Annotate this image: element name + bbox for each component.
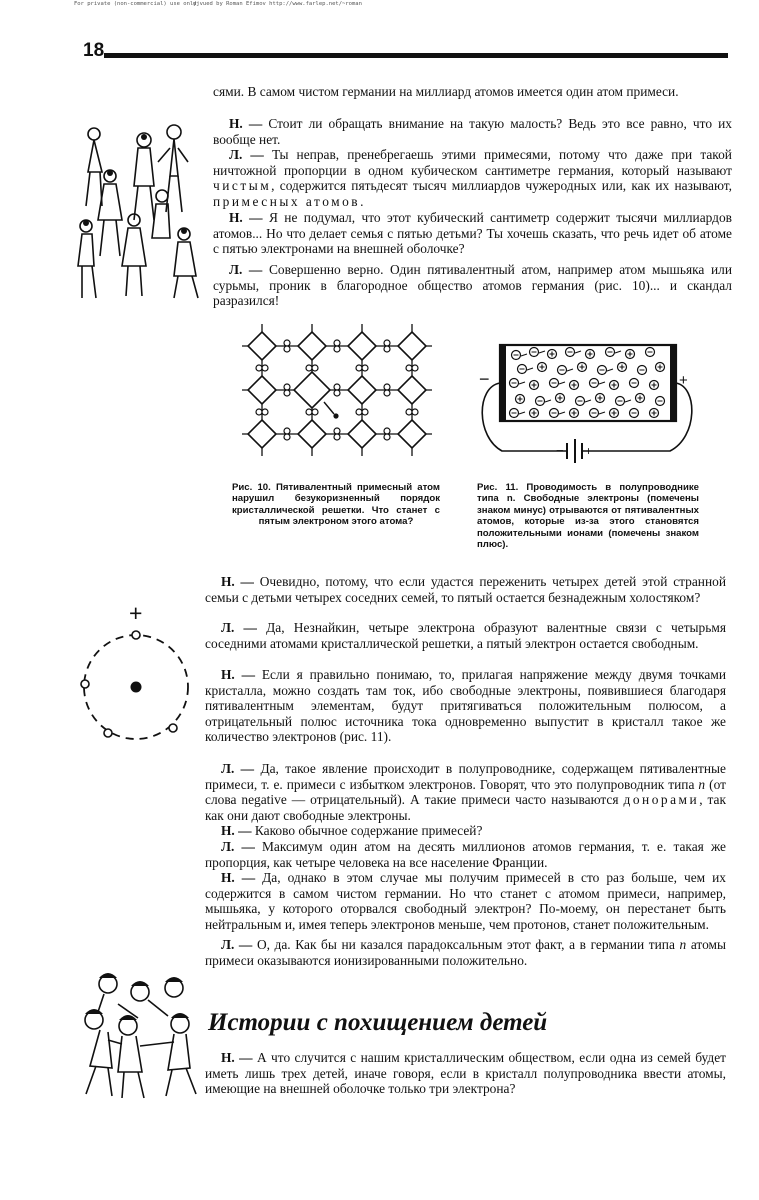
copyright-note: For private (non-commercial) use only: [74, 1, 197, 7]
section-heading: Истории с похищением детей: [208, 1009, 548, 1036]
positive-charge-label: +: [129, 600, 143, 626]
children-group-illustration: [78, 968, 204, 1100]
atom-with-four-electrons-diagram: [78, 600, 198, 746]
positive-pole-label: +: [679, 372, 688, 389]
paragraph-6: Н. — Очевидно, потому, что если удастся переженить четырех детей этой странной семьи с детьми четырех соседних семей, то пятый остается безнадежным холостяком?: [205, 574, 726, 605]
paragraph-14: Н. — А что случится с нашим кристаллическим обществом, если одна из семей будет иметь лишь трех детей, иначе говоря, если в кристалл полупроводника ввести атомы, имеющие на внешней оболочке только три электрона?: [205, 1050, 726, 1097]
paragraph-10: Н. — Каково обычное содержание примесей?: [221, 823, 483, 838]
header-rule: [104, 53, 728, 58]
figure-11-caption: Рис. 11. Проводимость в полупроводнике типа n. Свободные электроны (помечены знаком минус) отрываются от пятивалентных атомов, которые из-за этого становятся положительными ионами (помечены знаком плюс).: [477, 482, 699, 551]
paragraph-8: Н. — Если я правильно понимаю, то, прилагая напряжение между двумя точками кристалла, можно создать там ток, ибо свободные электроны, появившиеся благодаря пятивалентным элементам, будут притягиваться положительным полюсом, а отрицательный полюс источника тока одновременно выпустит в кристалл такое же количество электронов (рис. 11).: [205, 667, 726, 745]
paragraph-13: Л. — О, да. Как бы ни казался парадоксальным этот факт, а в германии типа n атомы примеси оказываются ионизированными положительно.: [205, 937, 726, 968]
paragraph-4: Н. — Я не подумал, что этот кубический сантиметр содержит тысячи миллиардов атомов... Но что делает семья с пятью детьми? Ты хочешь сказать, что речь идет об атоме с пятью электронами на внешней оболочке?: [213, 210, 732, 257]
battery-positive-label: +: [585, 444, 593, 458]
negative-pole-label: −: [479, 369, 490, 389]
paragraph-12: Н. — Да, однако в этом случае мы получим примесей в сто раз больше, чем их содержится в самом чистом германии. Но что станет с атомом примеси, например, мышьяка, у которого оторвался свободный электрон? По-моему, он перестанет быть нейтральным и, имея теперь электронов меньше, чем протонов, станет положительным.: [205, 870, 726, 932]
battery-negative-label: −: [556, 443, 564, 458]
paragraph-7: Л. — Да, Незнайкин, четыре электрона образуют валентные связи с четырьмя соседними атомами кристаллической решетки, а пятый электрон остается свободным.: [205, 620, 726, 651]
crystal-lattice-figure: [232, 316, 442, 464]
paragraph-11: Л. — Максимум один атом на десять миллионов атомов германия, т. е. такая же пропорция, как четыре человека на все население Франции.: [205, 839, 726, 870]
paragraph-9: Л. — Да, такое явление происходит в полупроводнике, содержащем пятивалентные примеси, т. е. примеси с избытком электронов. Говорят, что это полупроводник типа n (от слова negative — отрицательный). А такие примеси часто называются донорами, так как они дают свободные электроны.: [205, 761, 726, 823]
paragraph-3: Л. — Ты неправ, пренебрегаешь этими примесями, потому что даже при такой ничтожной пропорции в одном кубическом сантиметре германия, который называют чистым, содержится пятьдесят тысяч миллиардов чужеродных или, как их называют, примесных атомов.: [213, 147, 732, 209]
paragraph-5: Л. — Совершенно верно. Один пятивалентный атом, например атом мышьяка или сурьмы, проник в благородное общество атомов германия (рис. 10)... и скандал разразился!: [213, 262, 732, 309]
page-number: 18: [83, 40, 105, 61]
people-group-illustration: [74, 116, 208, 300]
paragraph-2: Н. — Стоит ли обращать внимание на такую малость? Ведь это все равно, что их вообще нет.: [213, 116, 732, 147]
djvu-credit-note: djvued by Roman Efimov http://www.farlep.net/~roman: [193, 1, 362, 7]
figure-10-caption: Рис. 10. Пятивалентный примесный атом нарушил безукоризненный порядок кристаллической решетки. Что станет с пятым электроном этого атома?: [232, 482, 440, 528]
n-type-conduction-figure: [472, 343, 702, 473]
paragraph-1: сями. В самом чистом германии на миллиард атомов имеется один атом примеси.: [213, 84, 679, 99]
